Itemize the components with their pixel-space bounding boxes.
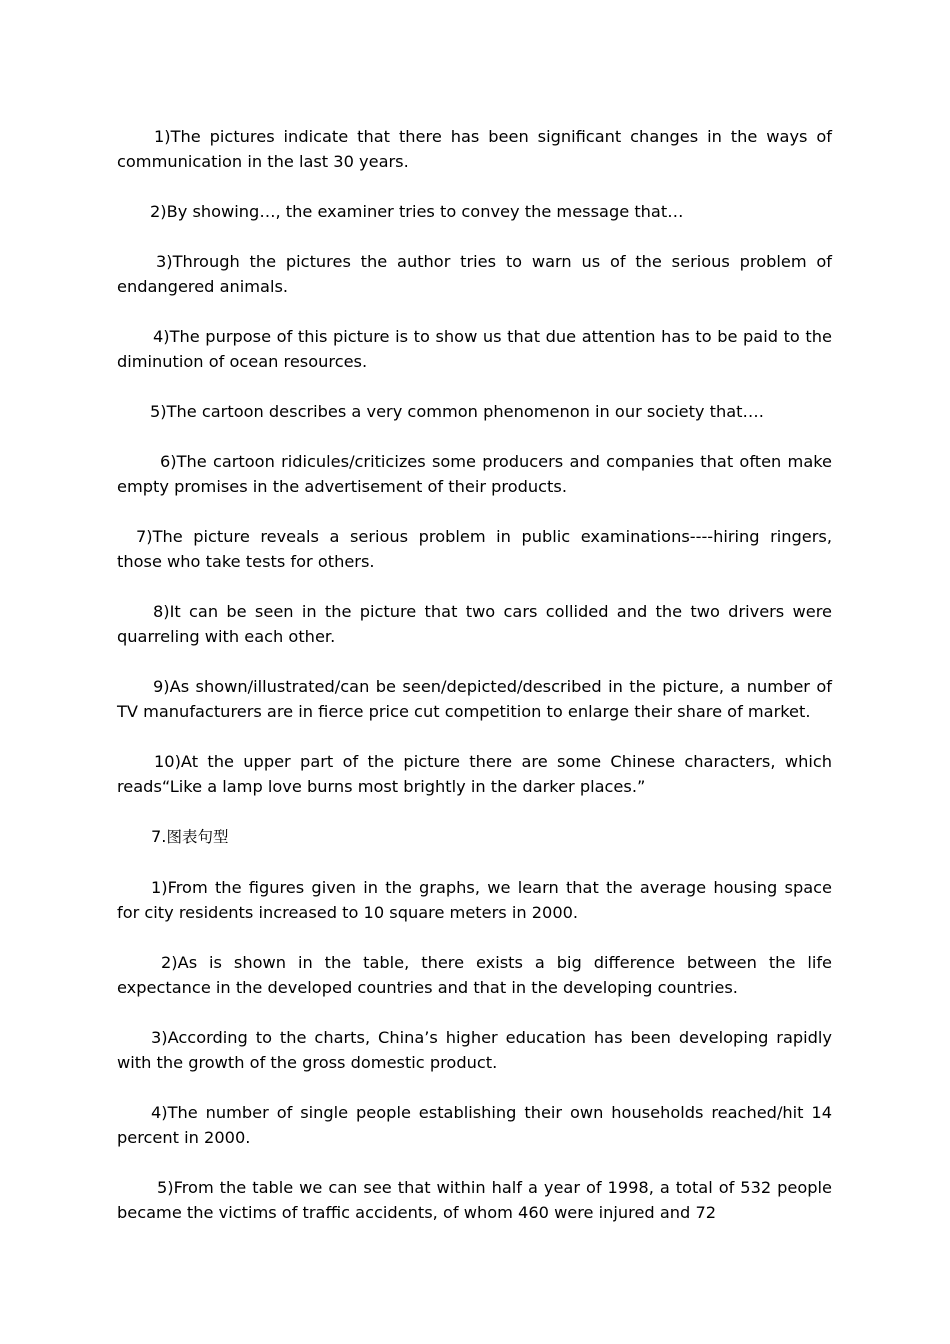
chart-paragraph-2: 2)As is shown in the table, there exists a big difference between the life expectance in the developed countries and that in the developing countries. (117, 953, 832, 997)
paragraph-4: 4)The purpose of this picture is to show us that due attention has to be paid to the diminution of ocean resources. (117, 327, 832, 371)
chart-paragraph-4: 4)The number of single people establishing their own households reached/hit 14 percent in 2000. (117, 1103, 832, 1147)
section-number: 7. (151, 827, 167, 846)
chart-paragraph-1: 1)From the figures given in the graphs, we learn that the average housing space for city residents increased to 10 square meters in 2000. (117, 878, 832, 922)
document-page (117, 124, 832, 1250)
paragraph-10: 10)At the upper part of the picture there are some Chinese characters, which reads“Like a lamp love burns most brightly in the darker places.” (117, 752, 832, 796)
paragraph-1: 1)The pictures indicate that there has been significant changes in the ways of communication in the last 30 years. (117, 127, 832, 171)
paragraph-8: 8)It can be seen in the picture that two cars collided and the two drivers were quarreling with each other. (117, 602, 832, 646)
section-title: 图表句型 (166, 828, 229, 846)
paragraph-9: 9)As shown/illustrated/can be seen/depicted/described in the picture, a number of TV manufacturers are in fierce price cut competition to enlarge their share of market. (117, 677, 832, 721)
chart-paragraph-3: 3)According to the charts, China’s higher education has been developing rapidly with the growth of the gross domestic product. (117, 1028, 832, 1072)
paragraph-3: 3)Through the pictures the author tries to warn us of the serious problem of endangered animals. (117, 252, 832, 296)
paragraph-7: 7)The picture reveals a serious problem in public examinations----hiring ringers, those who take tests for others. (117, 527, 832, 571)
paragraph-5: 5)The cartoon describes a very common phenomenon in our society that…. (150, 402, 764, 421)
paragraph-2: 2)By showing…, the examiner tries to convey the message that… (150, 202, 684, 221)
section-heading (117, 824, 832, 850)
chart-paragraph-5: 5)From the table we can see that within half a year of 1998, a total of 532 people became the victims of traffic accidents, of whom 460 were injured and 72 (117, 1178, 832, 1222)
paragraph-6: 6)The cartoon ridicules/criticizes some producers and companies that often make empty promises in the advertisement of their products. (117, 452, 832, 496)
